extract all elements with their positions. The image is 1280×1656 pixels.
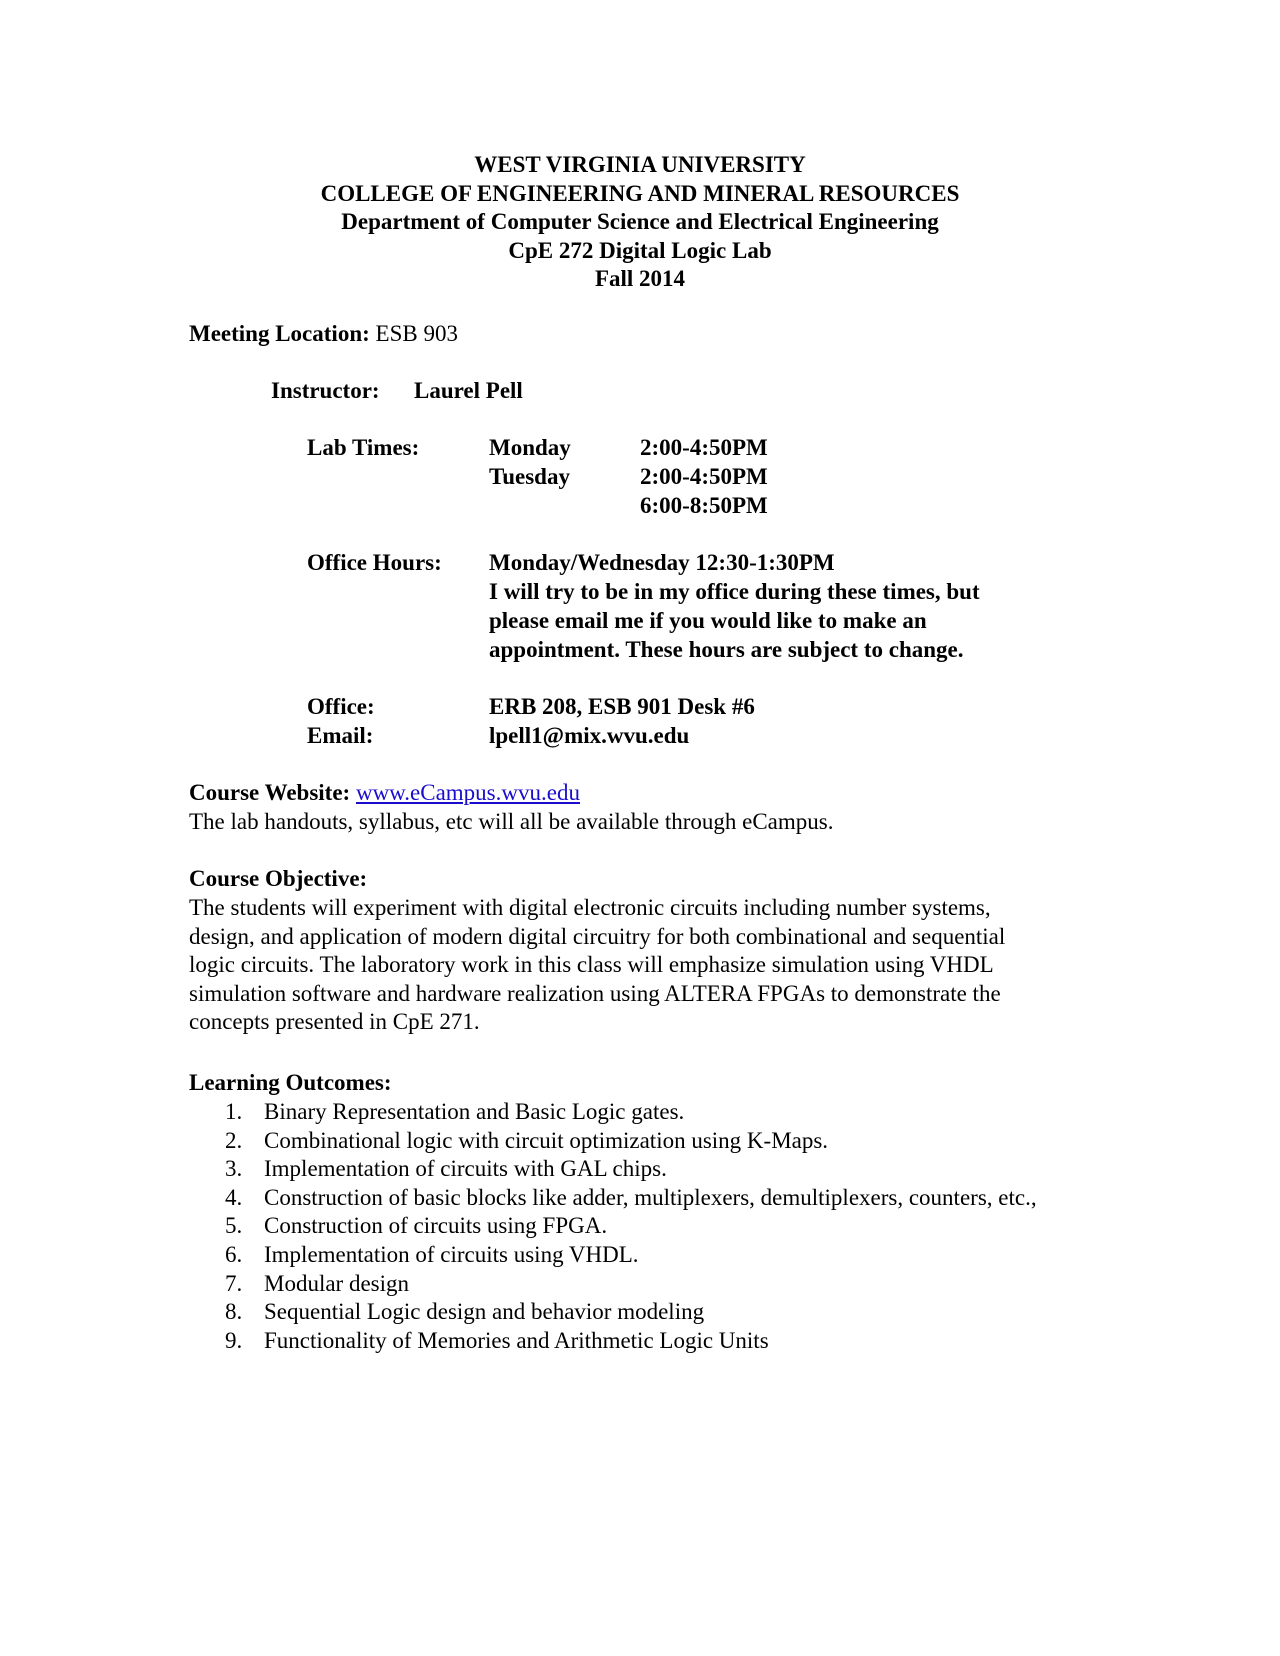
objective-line: simulation software and hardware realization using ALTERA FPGAs to demonstrate the xyxy=(189,980,1001,1006)
office-hours-line: appointment. These hours are subject to change. xyxy=(489,637,964,662)
learning-outcomes-list xyxy=(189,1098,1089,1355)
learning-outcomes-heading: Learning Outcomes: xyxy=(189,1070,392,1095)
office-hours-label: Office Hours: xyxy=(307,550,442,575)
course-website-link[interactable]: www.eCampus.wvu.edu xyxy=(355,780,580,805)
office-hours-line: please email me if you would like to make an xyxy=(489,608,927,633)
list-item-number: 5. xyxy=(225,1213,243,1239)
list-item-text: Implementation of circuits using VHDL. xyxy=(264,1241,639,1267)
meeting-location-value: ESB 903 xyxy=(375,321,458,346)
list-item-text: Modular design xyxy=(264,1270,410,1296)
list-item-number: 6. xyxy=(225,1241,243,1267)
list-item-text: Construction of basic blocks like adder, multiplexers, demultiplexers, counters, etc., xyxy=(264,1184,1037,1210)
list-item xyxy=(189,1327,1089,1356)
lab-day: Monday xyxy=(489,435,571,460)
university-name: WEST VIRGINIA UNIVERSITY xyxy=(474,152,806,177)
course-objective-text xyxy=(189,894,1089,1037)
list-item-number: 7. xyxy=(225,1270,243,1296)
course-website-label: Course Website: xyxy=(189,780,351,805)
email-label: Email: xyxy=(307,723,374,748)
list-item-text: Combinational logic with circuit optimization using K-Maps. xyxy=(264,1127,829,1153)
list-item xyxy=(189,1270,1089,1299)
list-item-number: 1. xyxy=(225,1099,243,1124)
list-item xyxy=(189,1298,1089,1327)
lab-time: 6:00-8:50PM xyxy=(640,493,768,518)
list-item-text: Construction of circuits using FPGA. xyxy=(264,1213,608,1239)
office-value: ERB 208, ESB 901 Desk #6 xyxy=(489,694,755,719)
meeting-location xyxy=(189,320,458,349)
course-title: CpE 272 Digital Logic Lab xyxy=(508,237,772,263)
lab-time: 2:00-4:50PM xyxy=(640,435,768,460)
course-website xyxy=(189,779,580,808)
list-item-text: Implementation of circuits with GAL chips. xyxy=(264,1156,667,1182)
meeting-location-label: Meeting Location: xyxy=(189,321,370,346)
list-item-number: 4. xyxy=(225,1184,243,1210)
list-item-text: Sequential Logic design and behavior modeling xyxy=(264,1299,705,1325)
office-hours-line: Monday/Wednesday 12:30-1:30PM xyxy=(489,550,835,575)
lab-time: 2:00-4:50PM xyxy=(640,464,768,489)
office-hours-line: I will try to be in my office during these times, but xyxy=(489,579,980,604)
instructor-label: Instructor: xyxy=(271,378,380,403)
objective-line: The students will experiment with digital electronic circuits including number systems, xyxy=(189,895,991,920)
list-item-number: 8. xyxy=(225,1299,243,1325)
office-label: Office: xyxy=(307,694,375,719)
course-objective-heading: Course Objective: xyxy=(189,866,368,891)
objective-line: design, and application of modern digital circuitry for both combinational and sequential xyxy=(189,923,1006,949)
list-item xyxy=(189,1184,1089,1213)
list-item-number: 9. xyxy=(225,1327,243,1353)
list-item xyxy=(189,1241,1089,1270)
department-name: Department of Computer Science and Electrical Engineering xyxy=(341,209,939,235)
list-item-number: 3. xyxy=(225,1156,243,1182)
email-value: lpell1@mix.wvu.edu xyxy=(489,723,690,748)
term: Fall 2014 xyxy=(594,266,686,292)
list-item xyxy=(189,1155,1089,1184)
college-name: COLLEGE OF ENGINEERING AND MINERAL RESOURCES xyxy=(320,180,960,206)
objective-line: concepts presented in CpE 271. xyxy=(189,1009,480,1035)
list-item xyxy=(189,1127,1089,1156)
instructor-name: Laurel Pell xyxy=(414,378,523,403)
list-item xyxy=(189,1212,1089,1241)
objective-line: logic circuits. The laboratory work in this class will emphasize simulation using VHDL xyxy=(189,952,994,978)
lab-day: Tuesday xyxy=(489,464,570,489)
lab-times-label: Lab Times: xyxy=(307,435,420,460)
list-item-text: Binary Representation and Basic Logic gates. xyxy=(264,1099,685,1124)
list-item xyxy=(189,1098,1089,1127)
course-website-note: The lab handouts, syllabus, etc will all be available through eCampus. xyxy=(189,809,834,834)
list-item-number: 2. xyxy=(225,1127,243,1153)
list-item-text: Functionality of Memories and Arithmetic Logic Units xyxy=(264,1327,769,1353)
document-header xyxy=(0,151,1280,294)
